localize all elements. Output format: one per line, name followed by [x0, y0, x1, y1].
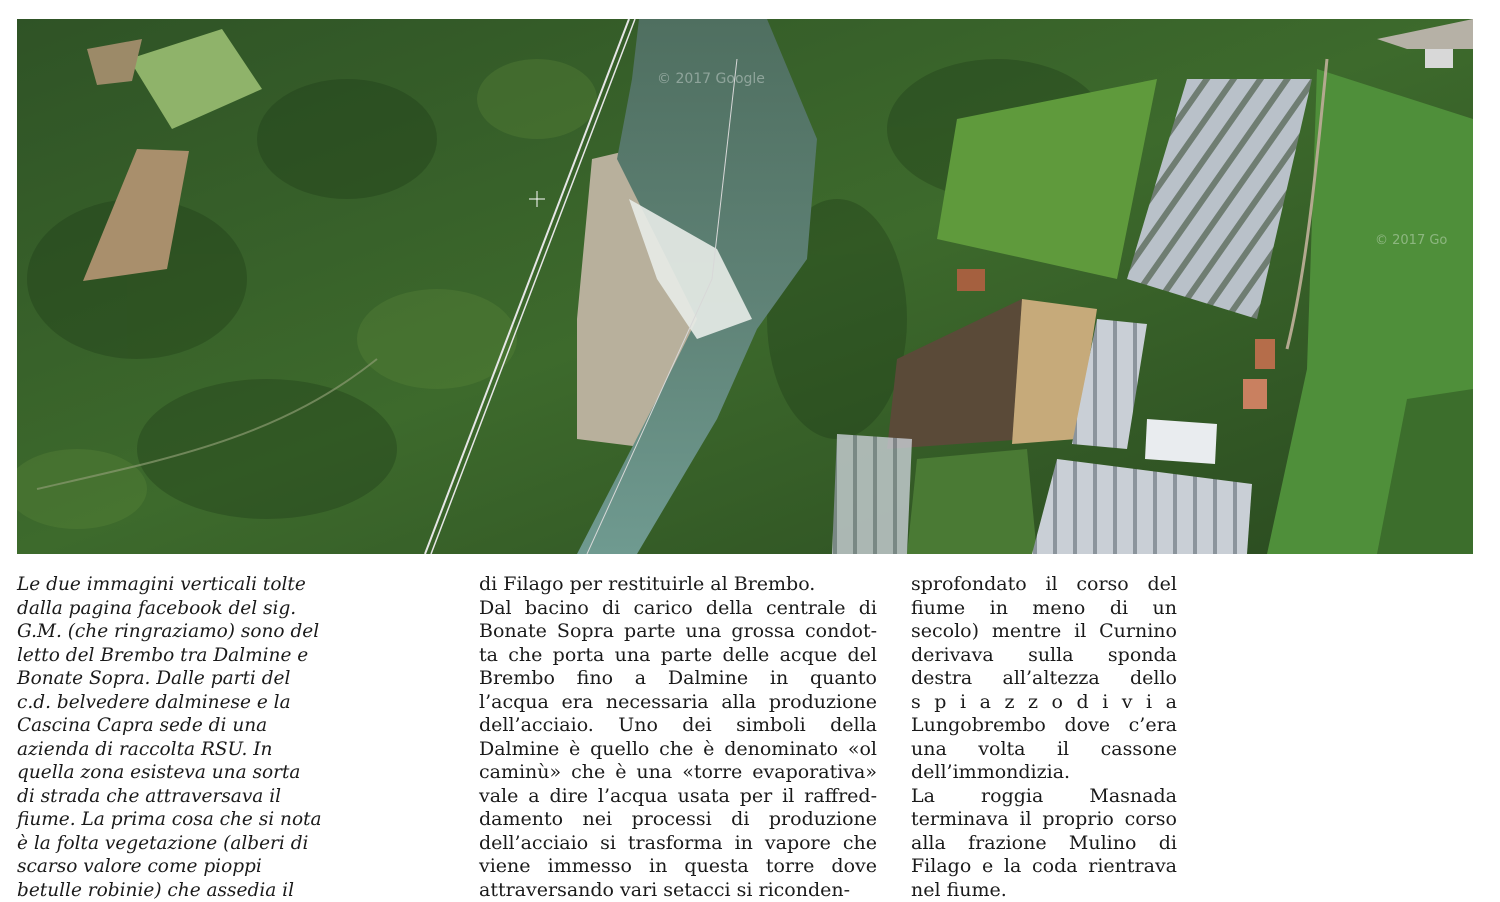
text-line: letto del Brembo tra Dalmine e	[17, 644, 309, 666]
text-line: La roggia Masnada	[911, 784, 1177, 807]
text-line: fiume in meno di un	[911, 596, 1177, 619]
text-line: azienda di raccolta RSU. In	[17, 738, 273, 760]
text-line: vale a dire l’acqua usata per il raffred-	[479, 784, 877, 807]
text-line: damento nei processi di produzione	[479, 808, 877, 830]
text-line: fiume. La prima cosa che si nota	[17, 809, 322, 830]
text-line: dalla pagina facebook del sig.	[17, 597, 297, 619]
text-line: Le due immagini verticali tolte	[17, 574, 306, 595]
text-line: destra all’altezza dello	[911, 667, 1177, 689]
text-line: Filago e la coda rientrava	[911, 855, 1177, 877]
aerial-photo	[17, 19, 1473, 554]
text-line: una volta il cassone	[911, 737, 1177, 760]
text-line: è la folta vegetazione (alberi di	[17, 832, 309, 854]
text-line: secolo) mentre il Curnino	[911, 620, 1177, 642]
text-line: ta che porta una parte delle acque del	[479, 643, 877, 666]
text-line: terminava il proprio corso	[911, 808, 1177, 830]
text-line: betulle robinie) che assedia il	[17, 879, 294, 901]
photo-caption	[17, 573, 347, 902]
article-column-3	[911, 573, 1177, 902]
text-line: attraversando vari setacci si riconden-	[479, 878, 851, 901]
caption-text	[17, 573, 347, 902]
text-line: dell’acciaio. Uno dei simboli della	[479, 714, 877, 736]
text-line: viene immesso in questa torre dove	[479, 855, 877, 877]
text-line: dell’immondizia.	[911, 761, 1071, 783]
text-line: Dal bacino di carico della centrale di	[479, 596, 877, 619]
text-line: caminù» che è una «torre evaporativa»	[479, 761, 877, 783]
text-line: alla frazione Mulino di	[911, 831, 1177, 854]
watermark-google-2: © 2017 Go	[1375, 233, 1448, 248]
text-line: scarso valore come pioppi	[17, 856, 262, 877]
text-line: Cascina Capra sede di una	[17, 715, 268, 736]
text-line: nel fiume.	[911, 878, 1007, 901]
column-3-text	[911, 573, 1177, 902]
text-line: Dalmine è quello che è denominato «ol	[479, 737, 877, 760]
text-line: s p i a z z o d i v i a	[911, 690, 1177, 713]
text-line: quella zona esisteva una sorta	[17, 762, 301, 783]
text-line: l’acqua era necessaria alla produzione	[479, 690, 877, 713]
text-line: G.M. (che ringraziamo) sono del	[17, 621, 320, 642]
text-line: di Filago per restituirle al Brembo.	[479, 573, 816, 595]
text-line: dell’acciaio si trasforma in vapore che	[479, 831, 877, 854]
text-line: sprofondato il corso del	[911, 573, 1177, 595]
article-column-2	[479, 573, 877, 902]
text-line: Bonate Sopra. Dalle parti del	[17, 668, 291, 689]
text-line: derivava sulla sponda	[911, 643, 1177, 666]
text-line: Lungobrembo dove c’era	[911, 714, 1177, 736]
watermark-google-1: © 2017 Google	[657, 71, 765, 87]
text-line: Bonate Sopra parte una grossa condot-	[479, 620, 877, 642]
text-line: c.d. belvedere dalminese e la	[17, 691, 291, 713]
text-line: Brembo fino a Dalmine in quanto	[479, 667, 877, 689]
column-2-text	[479, 573, 877, 902]
text-line: di strada che attraversava il	[17, 785, 282, 807]
